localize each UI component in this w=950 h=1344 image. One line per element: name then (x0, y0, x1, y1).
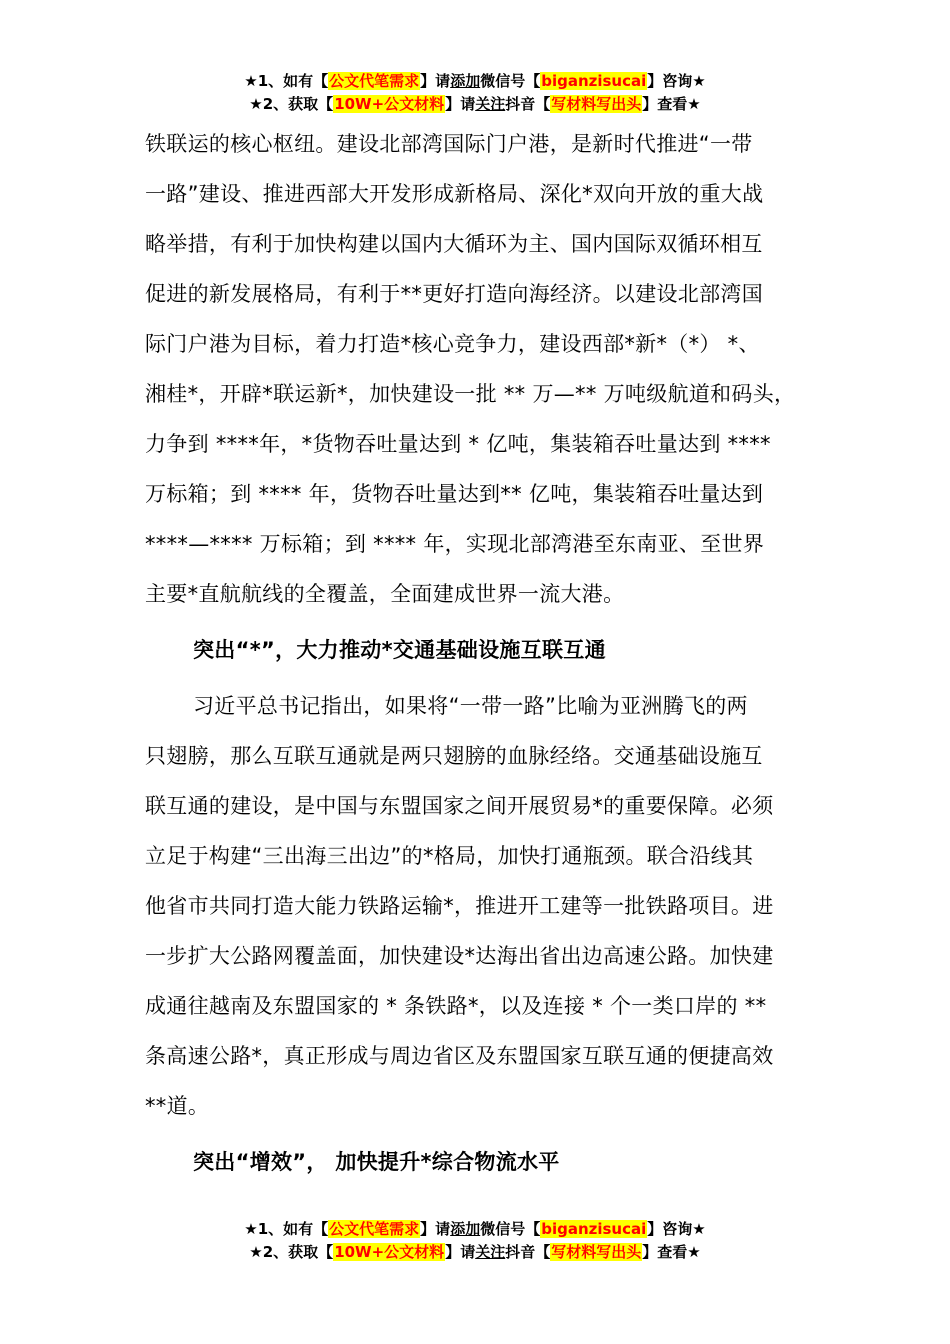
text-line: ****—**** 万标箱；到 **** 年，实现北部湾港至东南亚、至世界 (145, 532, 765, 556)
banner-text: 微信号【 (480, 72, 541, 90)
banner-text: 】查看★ (642, 1243, 701, 1261)
banner-line-1 (0, 1218, 950, 1241)
banner-text: 】咨询★ (647, 72, 706, 90)
banner-highlight: 写材料写出头 (551, 95, 642, 113)
banner-highlight: 公文代笔需求 (329, 72, 420, 90)
banner-text: 】请 (445, 95, 476, 113)
banner-line-1 (0, 70, 950, 93)
text-line: 他省市共同打造大能力铁路运输*，推进开工建等一批铁路项目。进 (145, 894, 774, 918)
bottom-banner (0, 1218, 950, 1264)
text-line: 万标箱；到 **** 年，货物吞吐量达到** 亿吨，集装箱吞吐量达到 (145, 482, 764, 506)
banner-text: 】请 (420, 72, 451, 90)
banner-highlight: 写材料写出头 (551, 1243, 642, 1261)
paragraph-1 (145, 124, 835, 624)
banner-text: 抖音【 (505, 1243, 551, 1261)
top-banner (0, 70, 950, 116)
banner-highlight: 公文代笔需求 (329, 1220, 420, 1238)
paragraph-2 (145, 686, 835, 1136)
banner-line-2 (0, 1241, 950, 1264)
text-line: 主要*直航航线的全覆盖，全面建成世界一流大港。 (145, 582, 625, 606)
banner-text: 微信号【 (480, 1220, 541, 1238)
banner-underlined-text: 添加 (450, 1220, 481, 1238)
text-line: 力争到 ****年，*货物吞吐量达到 * 亿吨，集装箱吞吐量达到 **** (145, 432, 771, 456)
banner-text: 】咨询★ (647, 1220, 706, 1238)
banner-line-2 (0, 93, 950, 116)
text-line: 促进的新发展格局，有利于**更好打造向海经济。以建设北部湾国 (145, 282, 763, 306)
text-line: 成通往越南及东盟国家的 * 条铁路*，以及连接 * 个一类口岸的 ** (145, 994, 767, 1018)
banner-text: 】请 (445, 1243, 476, 1261)
banner-underlined-text: 关注 (475, 95, 506, 113)
banner-highlight: 10W+公文材料 (334, 95, 445, 113)
banner-text: 抖音【 (505, 95, 551, 113)
text-line: 一步扩大公路网覆盖面，加快建设*达海出省出边高速公路。加快建 (145, 944, 774, 968)
banner-text: ★1、如有【 (244, 72, 329, 90)
text-line: 湘桂*，开辟*联运新*，加快建设一批 ** 万—** 万吨级航道和码头， (145, 382, 796, 406)
banner-text: ★2、获取【 (249, 95, 334, 113)
text-line: 立足于构建“三出海三出边”的*格局，加快打通瓶颈。联合沿线其 (145, 844, 754, 868)
text-line: 铁联运的核心枢纽。建设北部湾国际门户港，是新时代推进“一带 (145, 132, 753, 156)
banner-text: 】查看★ (642, 95, 701, 113)
text-line: 习近平总书记指出，如果将“一带一路”比喻为亚洲腾飞的两 (193, 694, 748, 718)
text-line: 条高速公路*，真正形成与周边省区及东盟国家互联互通的便捷高效 (145, 1044, 774, 1068)
text-line: **道。 (145, 1094, 210, 1118)
banner-text: ★1、如有【 (244, 1220, 329, 1238)
banner-text: 】请 (420, 1220, 451, 1238)
banner-highlight: biganzisucai (541, 72, 647, 90)
text-line: 只翅膀，那么互联互通就是两只翅膀的血脉经络。交通基础设施互 (145, 744, 763, 768)
banner-highlight: 10W+公文材料 (334, 1243, 445, 1261)
text-line: 略举措，有利于加快构建以国内大循环为主、国内国际双循环相互 (145, 232, 763, 256)
text-line: 一路”建设、推进西部大开发形成新格局、深化*双向开放的重大战 (145, 182, 764, 206)
banner-underlined-text: 添加 (450, 72, 481, 90)
document-body (145, 124, 835, 1192)
banner-text: ★2、获取【 (249, 1243, 334, 1261)
banner-highlight: biganzisucai (541, 1220, 647, 1238)
text-line: 际门户港为目标，着力打造*核心竞争力，建设西部*新*（*） *、 (145, 332, 760, 356)
section-heading-2: 突出“增效”， 加快提升*综合物流水平 (193, 1150, 560, 1174)
section-heading-1: 突出“*”，大力推动*交通基础设施互联互通 (193, 638, 606, 662)
banner-underlined-text: 关注 (475, 1243, 506, 1261)
text-line: 联互通的建设，是中国与东盟国家之间开展贸易*的重要保障。必须 (145, 794, 774, 818)
